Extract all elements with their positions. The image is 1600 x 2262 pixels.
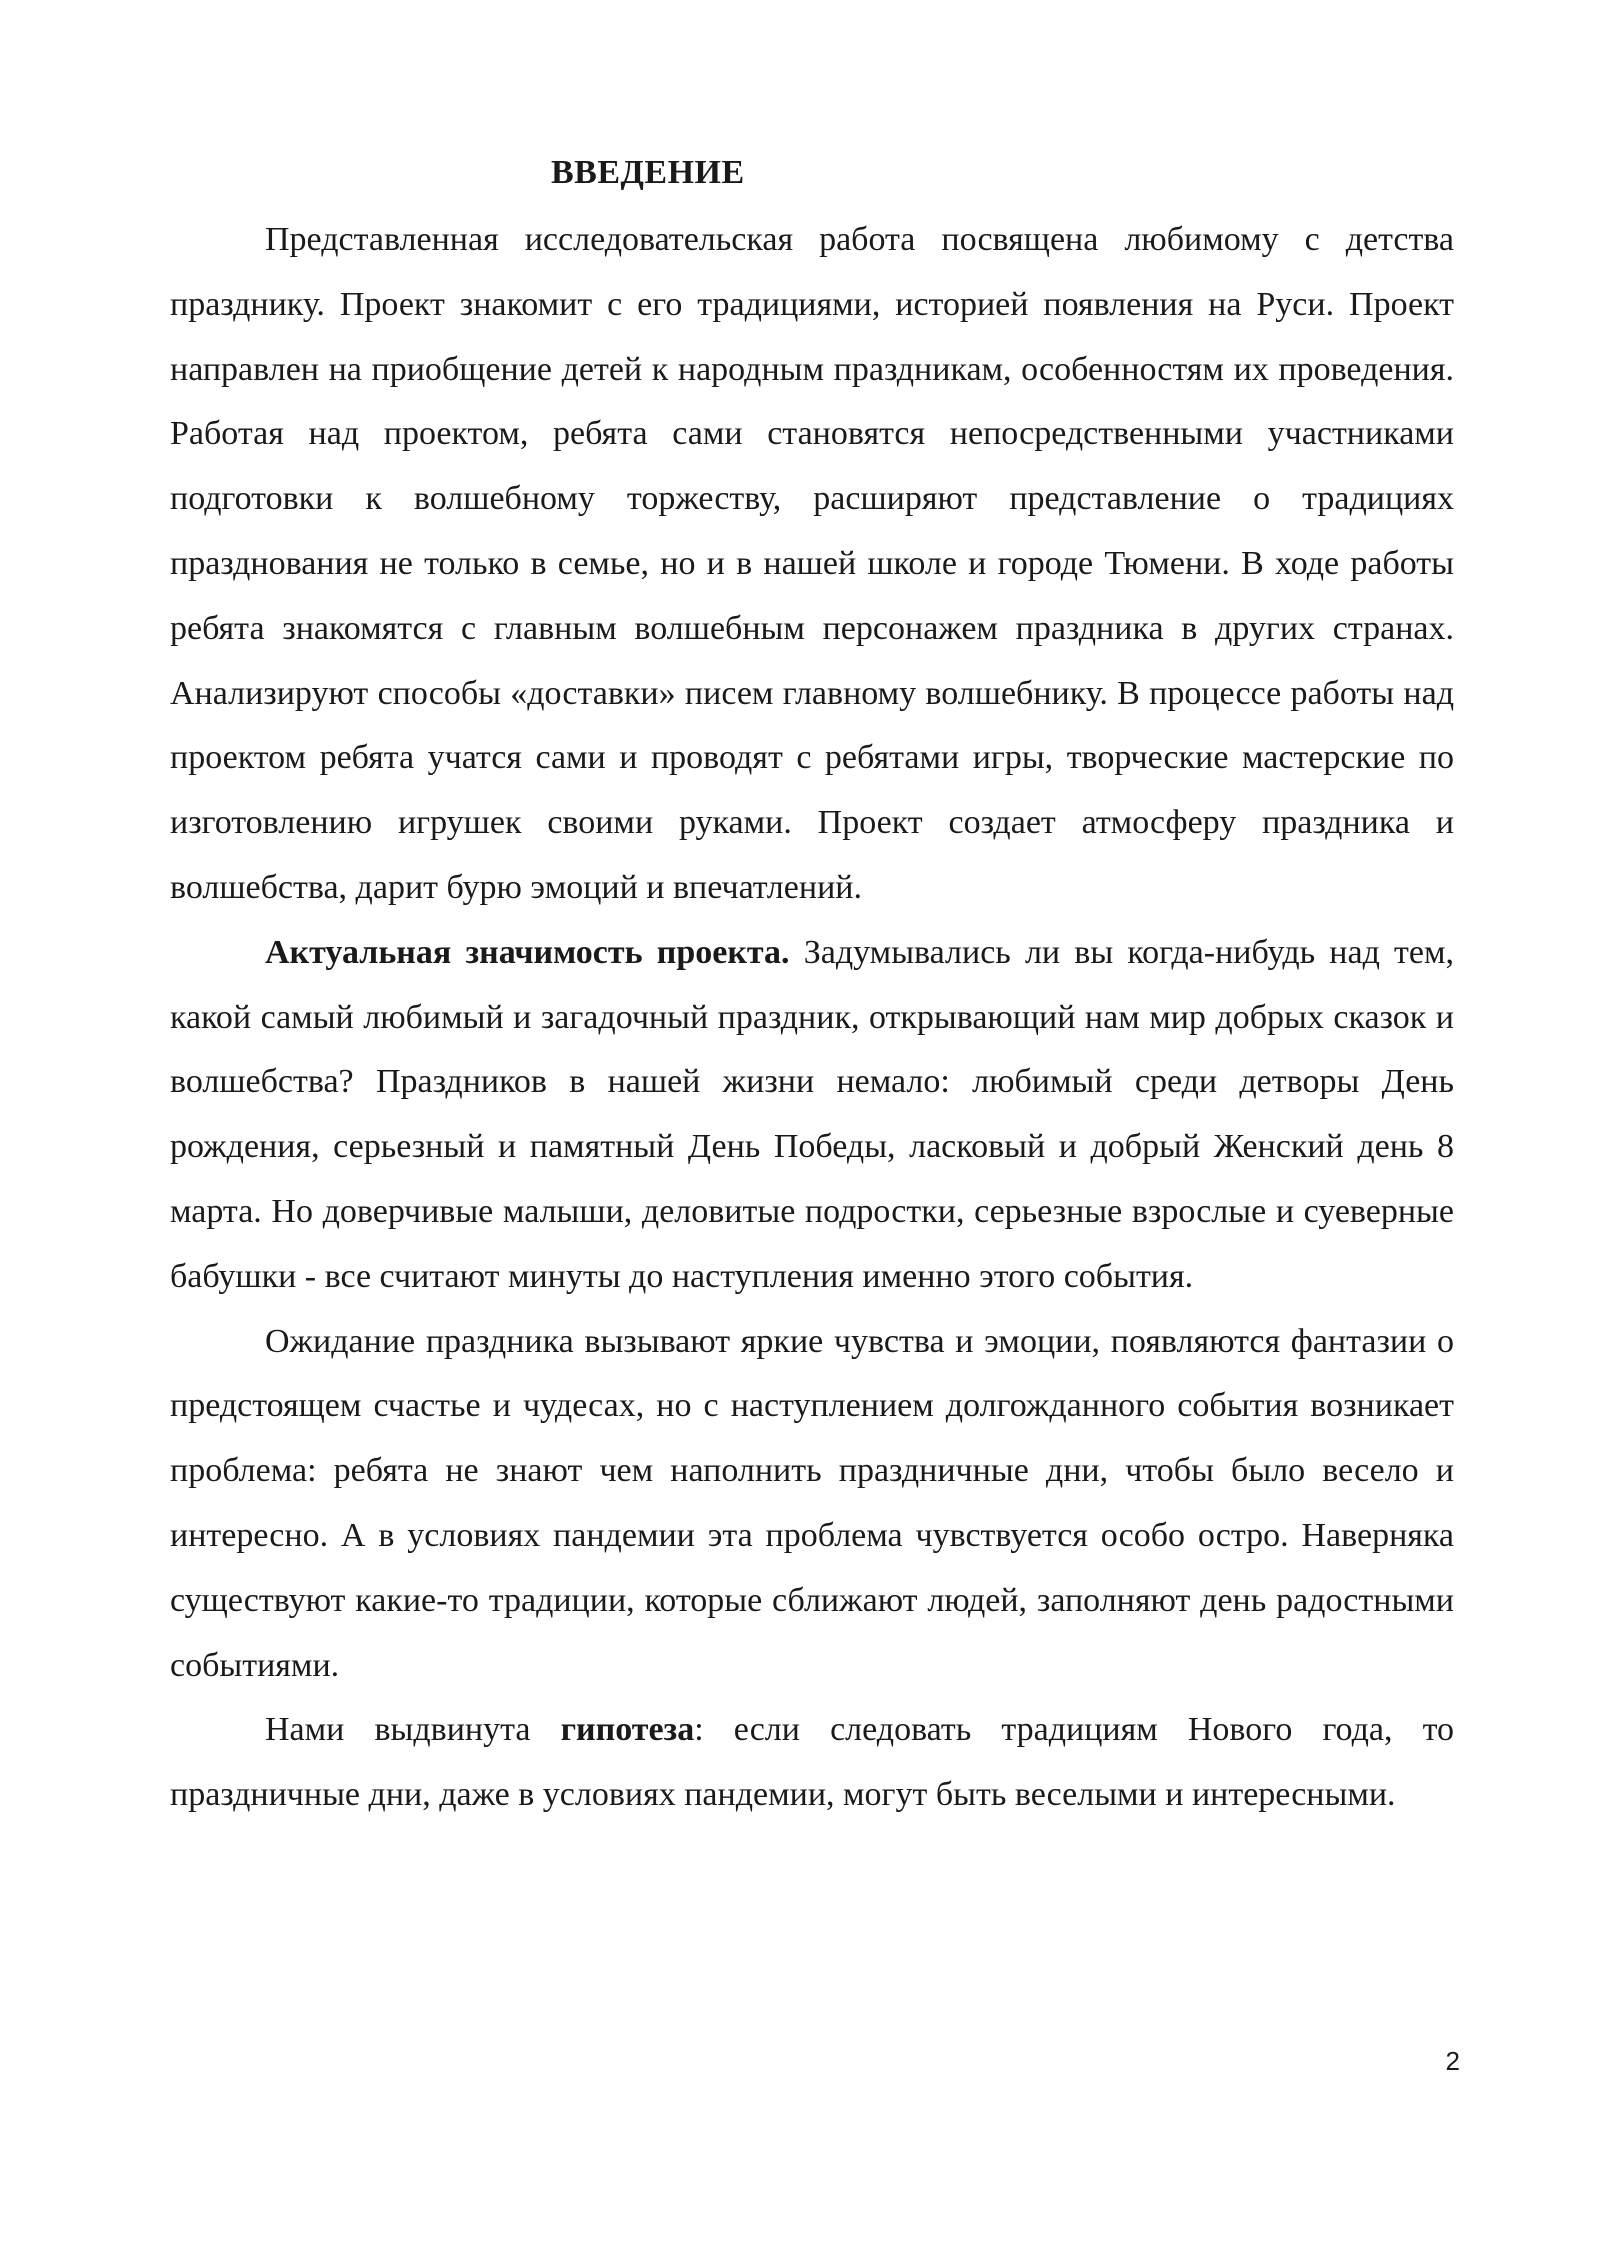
hypothesis-paragraph xyxy=(170,1698,1454,1828)
section-heading: ВВЕДЕНИЕ xyxy=(551,154,745,191)
paragraph-text: Ожидание праздника вызывают яркие чувства и эмоции, появляются фантазии о предстоящем счастье и чудесах, но с наступлением долгожданного события возникает проблема: ребята не знают чем наполнить праздничные дни, чтобы было весело и интересно. А в условиях пандемии эта проблема чувствуется особо остро. Наверняка существуют какие-то традиции, которые сближают людей, заполняют день радостными событиями. xyxy=(170,1322,1454,1684)
document-body xyxy=(170,148,1454,1828)
hypothesis-term: гипотеза xyxy=(560,1711,695,1749)
hypothesis-text: : если следовать традициям Нового года, то праздничные дни, даже в условиях пандемии, могут быть веселыми и интересными. xyxy=(170,1711,1454,1814)
paragraph-text: Представленная исследовательская работа посвящена любимому с детства празднику. Проект знакомит с его традициями, историей появления на Руси. Проект направлен на приобщение детей к народным праздникам, особенностям их проведения. Работая над проектом, ребята сами становятся непосредственными участниками подготовки к волшебному торжеству, расширяют представление о традициях празднования не только в семье, но и в нашей школе и городе Тюмени. В ходе работы ребята знакомятся с главным волшебным персонажем праздника в других странах. Анализируют способы «доставки» писем главному волшебнику. В процессе работы над проектом ребята учатся сами и проводят с ребятами игры, творческие мастерские по изготовлению игрушек своими руками. Проект создает атмосферу праздника и волшебства, дарит бурю эмоций и впечатлений. xyxy=(170,221,1454,906)
hypothesis-intro: Нами выдвинута xyxy=(265,1711,561,1749)
page-number: 2 xyxy=(1445,2046,1460,2076)
problem-paragraph xyxy=(170,1310,1454,1699)
intro-paragraph xyxy=(170,208,1454,921)
relevance-paragraph xyxy=(170,921,1454,1310)
paragraph-text: Задумывались ли вы когда-нибудь над тем, какой самый любимый и загадочный праздник, открывающий нам мир добрых сказок и волшебства? Праздников в нашей жизни немало: любимый среди детворы День рождения, серьезный и памятный День Победы, ласковый и добрый Женский день 8 марта. Но доверчивые малыши, деловитые подростки, серьезные взрослые и суеверные бабушки - все считают минуты до наступления именно этого события. xyxy=(170,933,1454,1295)
relevance-lead: Актуальная значимость проекта. xyxy=(265,933,790,971)
